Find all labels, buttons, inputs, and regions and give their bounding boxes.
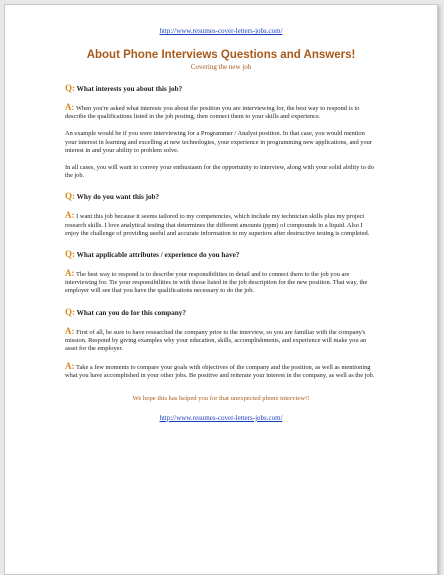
a-marker: A:	[65, 268, 75, 279]
header-link[interactable]: http://www.resumes-cover-letters-jobs.com/	[159, 27, 283, 35]
answer-text: The best way to respond is to describe your responsibilities in detail and to connect them to the job you are interviewing for. Tie your responsibilities in with those listed in the job description for the new position. That way, the employer will see that you have the qualifications necessary to do the job.	[65, 271, 368, 295]
document-content	[65, 27, 377, 423]
question-4	[65, 308, 377, 318]
question-3	[65, 250, 377, 260]
answer-text: When you're asked what interests you about the position you are interviewing for, the best way to respond is to describe the qualifications listed in the job posting, then connect them to your skills and experience.	[65, 105, 360, 121]
closing-note: We hope this has helped you for that unexpected phone interview!!	[132, 394, 310, 402]
answer-4	[65, 327, 377, 354]
q-marker: Q:	[65, 249, 75, 260]
document-page	[4, 4, 438, 575]
question-text: What applicable attributes / experience do you have?	[76, 251, 240, 260]
page-title: About Phone Interviews Questions and Answers!	[86, 49, 356, 61]
question-text: Why do you want this job?	[76, 193, 160, 202]
question-text: What can you do for this company?	[76, 308, 186, 317]
answer-3	[65, 269, 377, 296]
page-subtitle: Covering the new job	[190, 63, 252, 71]
answer-4b	[65, 362, 377, 380]
answer-text: Take a few moments to compare your goals with objectives of the company and the position, as well as mentioning what you have accomplished in your other jobs. Be positive and reiterate your interest in the company, as well as the job.	[65, 364, 375, 380]
question-2	[65, 192, 377, 202]
q-marker: Q:	[65, 83, 75, 93]
answer-1	[65, 103, 377, 121]
question-1	[65, 84, 377, 94]
q-marker: Q:	[65, 306, 75, 317]
footer-link[interactable]: http://www.resumes-cover-letters-jobs.com/	[159, 413, 283, 422]
answer-text: I want this job because it seems tailored to my competencies, which include my technician skills plus my project research skills. I love analytical testing that determines the different amounts (ppm) of compounds in a liquid. Also I enjoy the challenge of providing useful and accurate information to my superiors after destructive testing is completed.	[65, 213, 370, 237]
a-marker: A:	[65, 325, 75, 336]
question-text: What interests you about this job?	[76, 85, 183, 93]
answer-text: First of all, be sure to have researched the company prior to the interview, so you are familiar with the company's mission. Respond by giving examples why your education, skills, accomplishments, and experience will make you an asset for the employer.	[65, 328, 367, 353]
q-marker: Q:	[65, 191, 75, 202]
a-marker: A:	[65, 361, 75, 372]
paragraph: In all cases, you will want to convey your enthusiasm for the opportunity to interview, along with your solid ability to do the job.	[65, 164, 374, 180]
paragraph: An example would be if you were interviewing for a Programmer / Analyst position. In that case, you would mention your interest in learning and excelling at new technologies, your experience in programming new applications, and your interest in and your ability to problem solve.	[65, 130, 373, 154]
a-marker: A:	[65, 210, 75, 221]
a-marker: A:	[65, 102, 75, 112]
answer-2	[65, 211, 377, 238]
